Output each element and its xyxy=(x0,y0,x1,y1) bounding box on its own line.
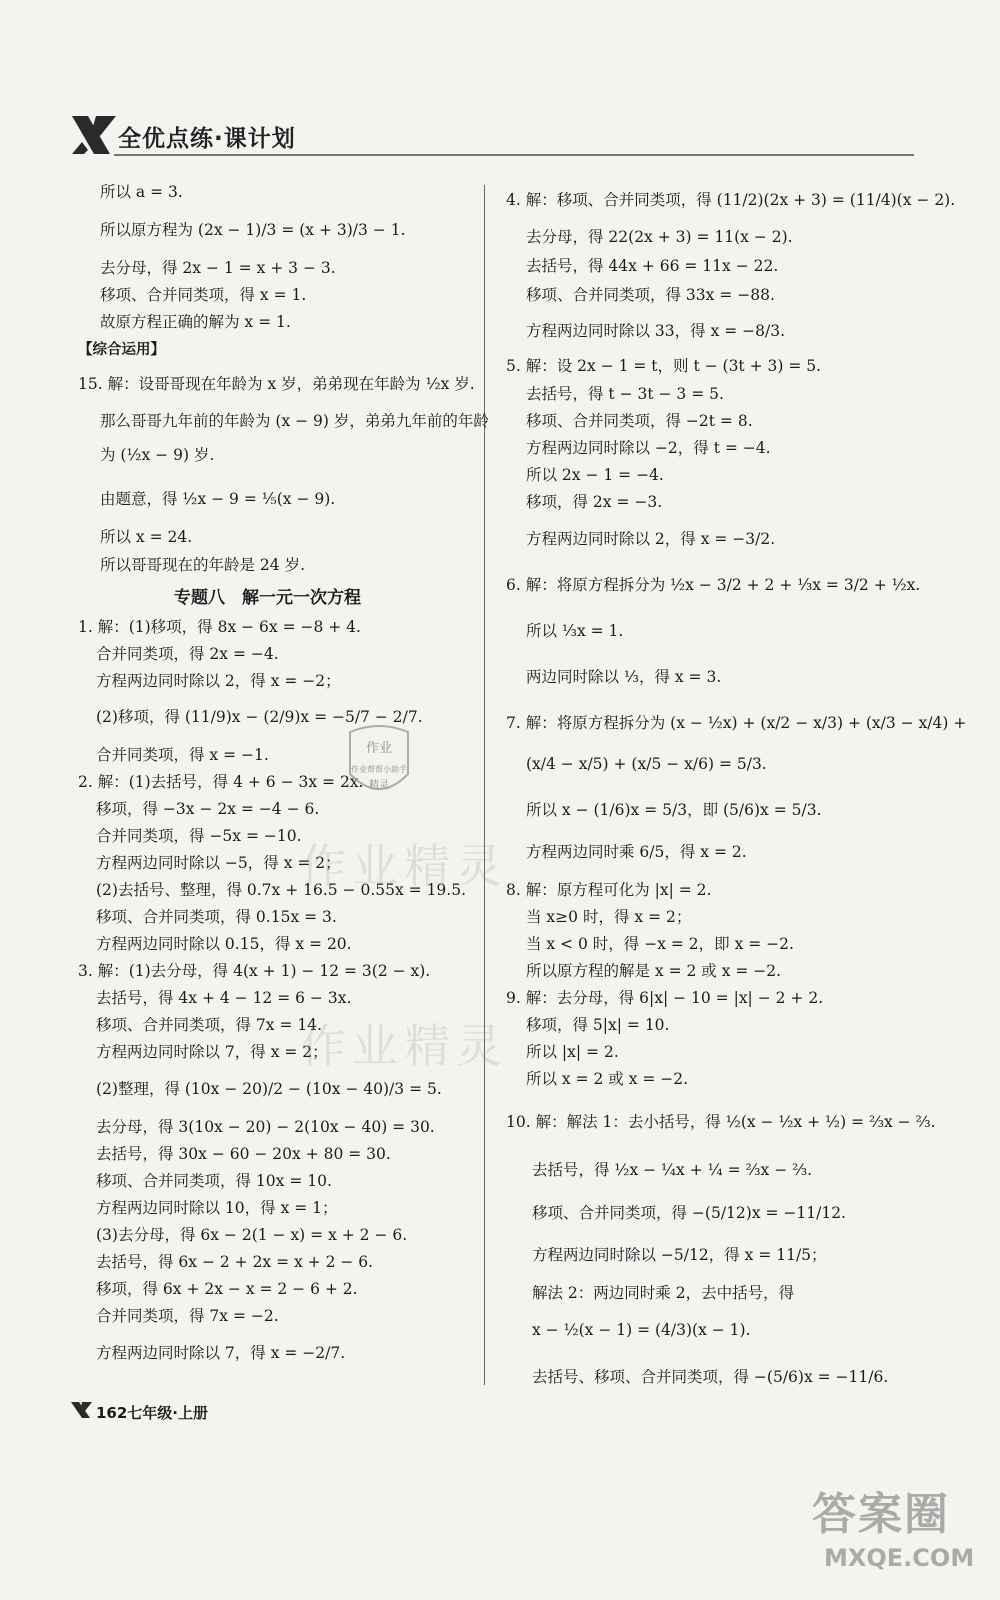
problem-line: 4. 解：移项、合并同类项，得 (11/2)(2x + 3) = (11/4)(x − 2). xyxy=(506,191,956,209)
text-line: 所以 x = 2 或 x = −2. xyxy=(526,1070,689,1088)
brand-logo-icon xyxy=(70,112,120,158)
problem-line: 5. 解：设 2x − 1 = t，则 t − (3t + 3) = 5. xyxy=(506,357,822,375)
text-line: 去括号，得 44x + 66 = 11x − 22. xyxy=(526,257,779,275)
text-line: 所以原方程为 (2x − 1)/3 = (x + 3)/3 − 1. xyxy=(100,221,406,239)
text-line: (x/4 − x/5) + (x/5 − x/6) = 5/3. xyxy=(526,755,767,773)
text-line: 去括号，得 ½x − ¼x + ¼ = ⅔x − ⅔. xyxy=(532,1161,813,1179)
text-line: (3)去分母，得 6x − 2(1 − x) = x + 2 − 6. xyxy=(96,1226,408,1244)
text-line: 所以原方程的解是 x = 2 或 x = −2. xyxy=(526,962,782,980)
text-line: 合并同类项，得 x = −1. xyxy=(96,746,269,764)
text-line: 那么哥哥九年前的年龄为 (x − 9) 岁，弟弟九年前的年龄 xyxy=(100,412,489,430)
text-line: 当 x≥0 时，得 x = 2； xyxy=(526,908,692,926)
text-line: 合并同类项，得 2x = −4. xyxy=(96,645,279,663)
footer-logo-icon xyxy=(70,1400,94,1420)
text-line: 移项，得 6x + 2x − x = 2 − 6 + 2. xyxy=(96,1280,358,1298)
text-line: 去分母，得 3(10x − 20) − 2(10x − 40) = 30. xyxy=(96,1118,435,1136)
page-header xyxy=(70,112,930,172)
text-line: 方程两边同时除以 −5，得 x = 2； xyxy=(96,854,341,872)
page-number-label: 162七年级·上册 xyxy=(96,1404,209,1422)
text-line: 去分母，得 2x − 1 = x + 3 − 3. xyxy=(100,259,336,277)
stamp-top-text: 作业 xyxy=(365,741,393,756)
text-line: 为 (½x − 9) 岁. xyxy=(100,446,215,464)
text-line: 所以 a = 3. xyxy=(100,183,183,201)
text-line: 移项、合并同类项，得 10x = 10. xyxy=(96,1172,332,1190)
text-line: 所以 ⅓x = 1. xyxy=(526,622,624,640)
text-line: 移项、合并同类项，得 −2t = 8. xyxy=(526,412,753,430)
text-line: 两边同时除以 ⅓，得 x = 3. xyxy=(526,668,722,686)
text-line: 移项、合并同类项，得 0.15x = 3. xyxy=(96,908,337,926)
text-line: 所以 x − (1/6)x = 5/3，即 (5/6)x = 5/3. xyxy=(526,801,822,819)
series-title: 全优点练·课计划 xyxy=(118,126,296,152)
text-line: 方程两边同时除以 7，得 x = −2/7. xyxy=(96,1344,346,1362)
problem-line: 9. 解：去分母，得 6|x| − 10 = |x| − 2 + 2. xyxy=(506,989,824,1007)
problem-line: 1. 解：(1)移项，得 8x − 6x = −8 + 4. xyxy=(78,618,361,636)
text-line: 去括号，得 4x + 4 − 12 = 6 − 3x. xyxy=(96,989,352,1007)
text-line: (2)移项，得 (11/9)x − (2/9)x = −5/7 − 2/7. xyxy=(96,708,423,726)
text-line: 去括号、移项、合并同类项，得 −(5/6)x = −11/6. xyxy=(532,1368,889,1386)
text-line: 所以 |x| = 2. xyxy=(526,1043,619,1061)
corner-watermark xyxy=(808,1478,988,1588)
stamp-middle-text: 作业帮帮小助手 xyxy=(351,765,407,774)
watermark-text: 作业精灵 xyxy=(300,1019,508,1073)
text-line: 方程两边同时除以 2，得 x = −2； xyxy=(96,672,341,690)
text-line: 移项、合并同类项，得 33x = −88. xyxy=(526,286,775,304)
text-line: 方程两边同时除以 −5/12，得 x = 11/5； xyxy=(532,1246,827,1264)
text-line: 方程两边同时除以 10，得 x = 1； xyxy=(96,1199,338,1217)
page-footer xyxy=(70,1400,209,1424)
corner-watermark-en: MXQE.COM xyxy=(824,1544,975,1572)
problem-line: 7. 解：将原方程拆分为 (x − ½x) + (x/2 − x/3) + (x/3 − x/4) + xyxy=(506,714,967,732)
text-line: 所以哥哥现在的年龄是 24 岁. xyxy=(100,556,306,574)
text-line: 移项，得 −3x − 2x = −4 − 6. xyxy=(96,800,320,818)
text-line: 移项，得 5|x| = 10. xyxy=(526,1016,670,1034)
text-line: 移项，得 2x = −3. xyxy=(526,493,663,511)
text-line: 方程两边同时除以 0.15，得 x = 20. xyxy=(96,935,352,953)
text-line: 方程两边同时除以 −2，得 t = −4. xyxy=(526,439,771,457)
problem-line: 6. 解：将原方程拆分为 ½x − 3/2 + 2 + ⅓x = 3/2 + ½x. xyxy=(506,576,921,594)
text-line: 由题意，得 ½x − 9 = ⅕(x − 9). xyxy=(100,490,336,508)
text-line: 去括号，得 30x − 60 − 20x + 80 = 30. xyxy=(96,1145,391,1163)
topic-title: 专题八 解一元一次方程 xyxy=(174,588,361,608)
problem-line: 15. 解：设哥哥现在年龄为 x 岁，弟弟现在年龄为 ½x 岁. xyxy=(78,375,475,393)
problem-line: 10. 解：解法 1：去小括号，得 ½(x − ½x + ½) = ⅔x − ⅔. xyxy=(506,1113,936,1131)
text-line: 去分母，得 22(2x + 3) = 11(x − 2). xyxy=(526,228,793,246)
text-line: 去括号，得 6x − 2 + 2x = x + 2 − 6. xyxy=(96,1253,374,1271)
problem-line: 8. 解：原方程可化为 |x| = 2. xyxy=(506,881,712,899)
text-line: 所以 x = 24. xyxy=(100,528,193,546)
text-line: 故原方程正确的解为 x = 1. xyxy=(100,313,291,331)
text-line: 移项、合并同类项，得 7x = 14. xyxy=(96,1016,323,1034)
text-line: 去括号，得 t − 3t − 3 = 5. xyxy=(526,385,724,403)
text-line: x − ½(x − 1) = (4/3)(x − 1). xyxy=(532,1321,751,1339)
text-line: 合并同类项，得 −5x = −10. xyxy=(96,827,302,845)
text-line: 当 x < 0 时，得 −x = 2，即 x = −2. xyxy=(526,935,794,953)
header-rule xyxy=(114,154,914,156)
text-line: 解法 2：两边同时乘 2，去中括号，得 xyxy=(532,1284,795,1302)
problem-line: 3. 解：(1)去分母，得 4(x + 1) − 12 = 3(2 − x). xyxy=(78,962,431,980)
stamp-bottom-text: 精灵 xyxy=(369,780,389,791)
homework-stamp xyxy=(340,722,418,806)
right-column xyxy=(506,175,967,1386)
text-line: (2)整理，得 (10x − 20)/2 − (10x − 40)/3 = 5. xyxy=(96,1080,442,1098)
text-line: 移项、合并同类项，得 x = 1. xyxy=(100,286,307,304)
text-line: 方程两边同时除以 7，得 x = 2； xyxy=(96,1043,328,1061)
text-line: 所以 2x − 1 = −4. xyxy=(526,466,664,484)
problem-line: 2. 解：(1)去括号，得 4 + 6 − 3x = 2x. xyxy=(78,773,364,791)
text-line: 移项、合并同类项，得 −(5/12)x = −11/12. xyxy=(532,1204,846,1222)
text-line: 方程两边同时除以 2，得 x = −3/2. xyxy=(526,530,776,548)
corner-watermark-cn: 答案圈 xyxy=(812,1489,950,1540)
text-line: 方程两边同时除以 33，得 x = −8/3. xyxy=(526,322,786,340)
text-line: 合并同类项，得 7x = −2. xyxy=(96,1307,279,1325)
text-line: 方程两边同时乘 6/5，得 x = 2. xyxy=(526,843,747,861)
text-line: (2)去括号、整理，得 0.7x + 16.5 − 0.55x = 19.5. xyxy=(96,881,467,899)
left-column xyxy=(78,175,488,1385)
section-heading: 【综合运用】 xyxy=(78,342,165,358)
watermark-text: 作业精灵 xyxy=(300,839,508,893)
